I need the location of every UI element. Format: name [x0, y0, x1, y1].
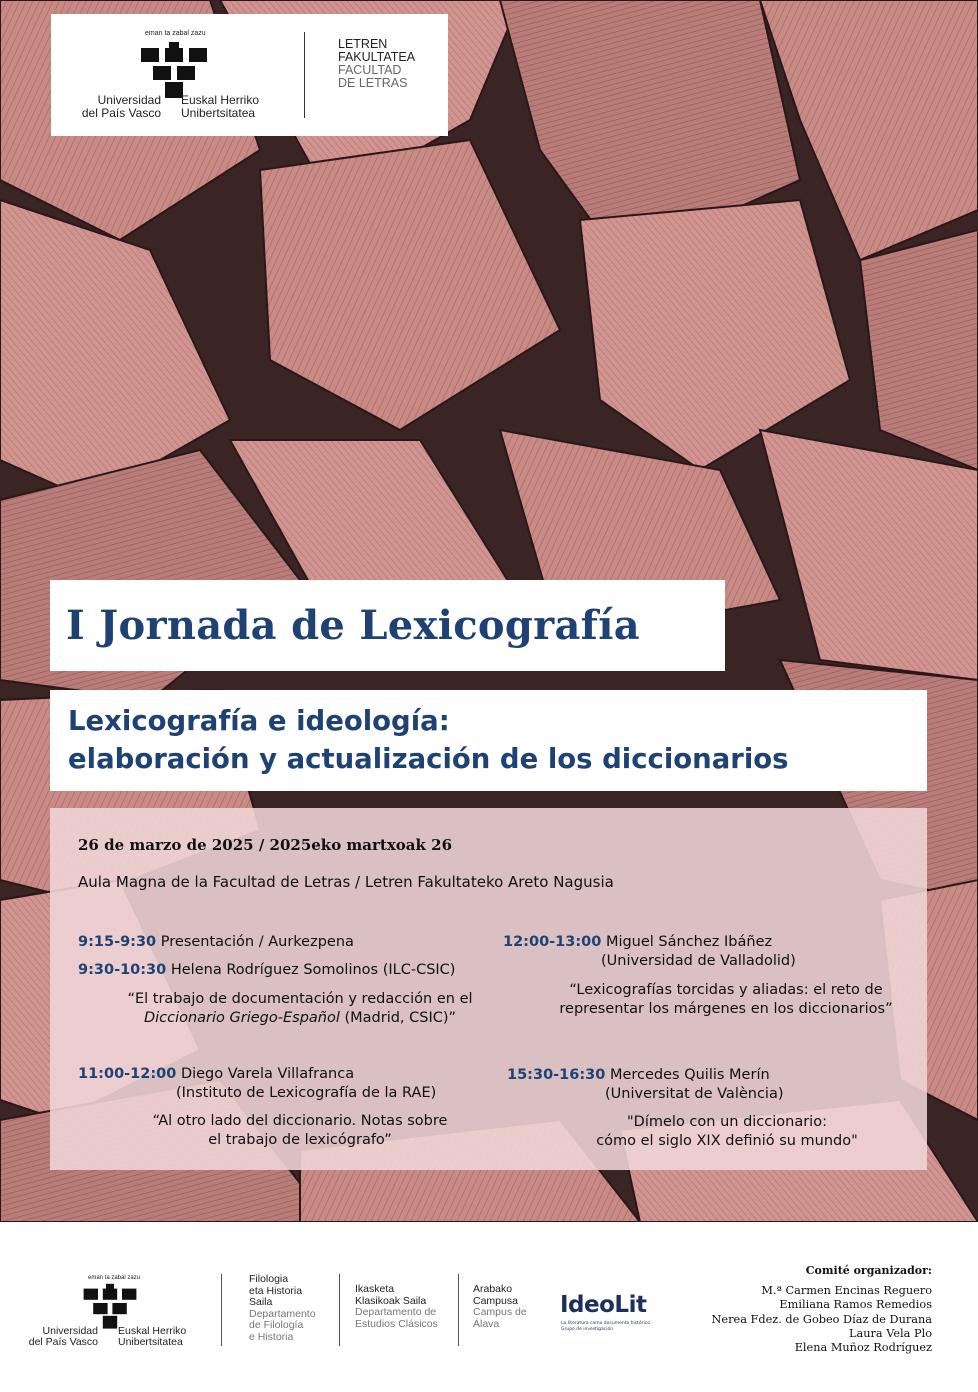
faculty-name-eu: LETREN FAKULTATEA — [338, 37, 416, 64]
slot-time: 9:15-9:30 — [78, 934, 157, 950]
program-slot-quilis — [507, 1066, 784, 1104]
footer-university-name-es: Universidad del País Vasco — [28, 1325, 98, 1348]
faculty-logo-card — [51, 14, 448, 136]
footer-university-name-eu: Euskal Herriko Unibertsitatea — [118, 1325, 187, 1348]
committee-member: M.ª Carmen Encinas Reguero — [761, 1284, 932, 1298]
ideolit-logo — [560, 1290, 670, 1335]
university-name-es: Universidad del País Vasco — [81, 93, 161, 120]
event-subtitle-box — [50, 690, 927, 791]
event-subtitle: Lexicografía e ideología: elaboración y actualización de los diccionarios — [68, 705, 789, 775]
slot-time: 12:00-13:00 — [503, 934, 602, 950]
committee-member: Laura Vela Plo — [849, 1326, 932, 1340]
talk-title-varela: “Al otro lado del diccionario. Notas sobre el trabajo de lexicógrafo” — [152, 1113, 448, 1148]
university-name-eu: Euskal Herriko Unibertsitatea — [181, 93, 260, 120]
slot-speaker: Diego Varela Villafranca — [180, 1066, 355, 1082]
talk-title-quilis: "Dímelo con un diccionario: cómo el siglo XIX definió su mundo" — [596, 1114, 858, 1149]
slot-speaker: Helena Rodríguez Somolinos (ILC-CSIC) — [170, 962, 456, 978]
logo-divider — [304, 32, 305, 118]
event-title-box — [50, 580, 725, 671]
committee-member: Nerea Fdez. de Gobeo Díaz de Durana — [711, 1312, 932, 1326]
slot-affiliation: (Universidad de Valladolid) — [601, 953, 796, 969]
program-slot-presentation — [78, 933, 354, 952]
program-slot-rodriguez — [78, 961, 455, 980]
slot-speaker: Mercedes Quilis Merín — [609, 1067, 770, 1083]
slot-title: Presentación / Aurkezpena — [160, 934, 354, 950]
ideolit-name: IdeoLit — [560, 1292, 647, 1318]
university-motto: eman ta zabal zazu — [145, 30, 206, 37]
slot-time: 11:00-12:00 — [78, 1066, 177, 1082]
ideolit-tagline: La literatura como documento histórico — [561, 1321, 650, 1326]
footer-divider — [221, 1274, 222, 1346]
program-slot-sanchez — [503, 933, 796, 971]
faculty-name-es: FACULTAD DE LETRAS — [338, 63, 408, 90]
slot-speaker: Miguel Sánchez Ibáñez — [605, 934, 773, 950]
footer — [0, 1222, 978, 1392]
committee-member: Elena Muñoz Rodríguez — [794, 1341, 932, 1355]
event-date: 26 de marzo de 2025 / 2025eko martxoak 26 — [78, 836, 453, 854]
footer-department-philology: Filologia eta Historia Saila Departamento de Filología e Historia — [249, 1273, 316, 1343]
footer-department-classics: Ikasketa Klasikoak Saila Departamento de Estudios Clásicos — [355, 1283, 438, 1330]
slot-affiliation: (Universitat de València) — [605, 1086, 784, 1102]
footer-university-motto: eman ta zabal zazu — [88, 1275, 141, 1281]
committee-member: Emiliana Ramos Remedios — [779, 1298, 932, 1312]
footer-divider — [458, 1274, 459, 1346]
committee-title: Comité organizador: — [805, 1264, 932, 1277]
event-place: Aula Magna de la Facultad de Letras / Letren Fakultateko Areto Nagusia — [78, 873, 614, 891]
organizing-committee — [712, 1264, 932, 1355]
talk-title-rodriguez: “El trabajo de documentación y redacción en el Diccionario Griego-Español (Madrid, CSIC)” — [127, 991, 473, 1026]
program-panel — [50, 808, 927, 1170]
program-slot-varela — [78, 1065, 436, 1103]
footer-campus: Arabako Campusa Campus de Álava — [473, 1283, 527, 1330]
talk-title-sanchez: “Lexicografías torcidas y aliadas: el reto de representar los márgenes en los diccionarios” — [559, 982, 893, 1017]
slot-affiliation: (Instituto de Lexicografía de la RAE) — [176, 1085, 437, 1101]
slot-time: 15:30-16:30 — [507, 1067, 606, 1083]
ideolit-group: Grupo de investigación — [561, 1327, 614, 1332]
event-title: I Jornada de Lexicografía — [66, 602, 640, 649]
slot-time: 9:30-10:30 — [78, 962, 167, 978]
footer-divider — [339, 1274, 340, 1346]
